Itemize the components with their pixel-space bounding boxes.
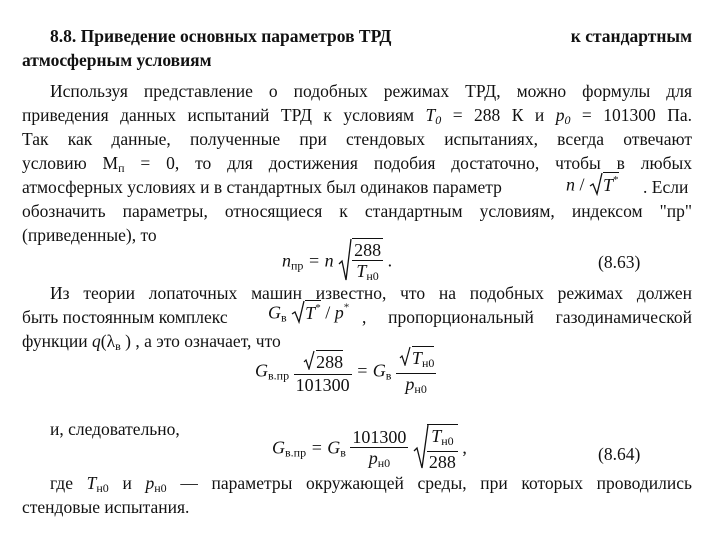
section-title-line1: [50, 25, 692, 47]
para4-line1: где $T_{н0}$ и $p_{н0}$ — параметры окружающей среды, при которых проводились: [50, 473, 692, 495]
title-right: к стандартным: [570, 26, 692, 46]
param-n-over-sqrt-T: n / T*: [566, 172, 619, 201]
equation-middle: $G_{в.пр}$ $\frac{288}{101300}$ = $G_в$ $\frac{T_{н0}}{p_{н0}}$: [255, 348, 435, 396]
para1-line4: условию $М_п = 0$, то для достижения подобия достаточно, чтобы в любых: [22, 153, 692, 175]
para1-line2: приведения данных испытаний ТРД к условиям $T_0 = 288$ К и $p_0 = 101300$ Па.: [22, 105, 692, 127]
para1-line7: (приведенные), то: [22, 225, 157, 245]
equation-number-8-64: (8.64): [598, 444, 641, 464]
complex-G-sqrtT-over-p: $G_в$ T* / p*: [268, 300, 349, 329]
para1-line3: Так как данные, полученные при стендовых испытаниях, всегда отвечают: [22, 129, 692, 149]
para2-line1: Из теории лопаточных машин известно, что на подобных режимах должен: [50, 283, 692, 303]
title-left: 8.8. Приведение основных параметров ТРД: [50, 26, 392, 46]
para1-line5-end: . Если: [643, 177, 689, 197]
equation-8-63: $n_{пр} = n$ $\frac{288}{T_{н0}}$ .: [282, 238, 392, 287]
para1-line1: Используя представление о подобных режимах ТРД, можно формулы для: [50, 81, 692, 101]
section-title-line2: атмосферным условиям: [22, 50, 212, 70]
para2-line2-b: , пропорциональный газодинамической: [362, 307, 692, 327]
equation-8-64: $G_{в.пр} = G_в$ $\frac{101300}{p_{н0}}$ $\frac{T_{н0}}{288}$ ,: [272, 424, 467, 475]
para4-line2: стендовые испытания.: [22, 497, 190, 517]
para2-line3: функции $q(\lambda_в$ ) , а это означает, что: [22, 331, 281, 353]
para1-line6: обозначить параметры, относящиеся к стандартным условиям, индексом "пр": [22, 201, 692, 221]
para2-line2-a: быть постоянным комплекс: [22, 307, 228, 327]
para1-line5: атмосферных условиях и в стандартных был одинаков параметр: [22, 177, 502, 197]
para3-line1: и, следовательно,: [50, 419, 180, 439]
equation-number-8-63: (8.63): [598, 252, 641, 272]
